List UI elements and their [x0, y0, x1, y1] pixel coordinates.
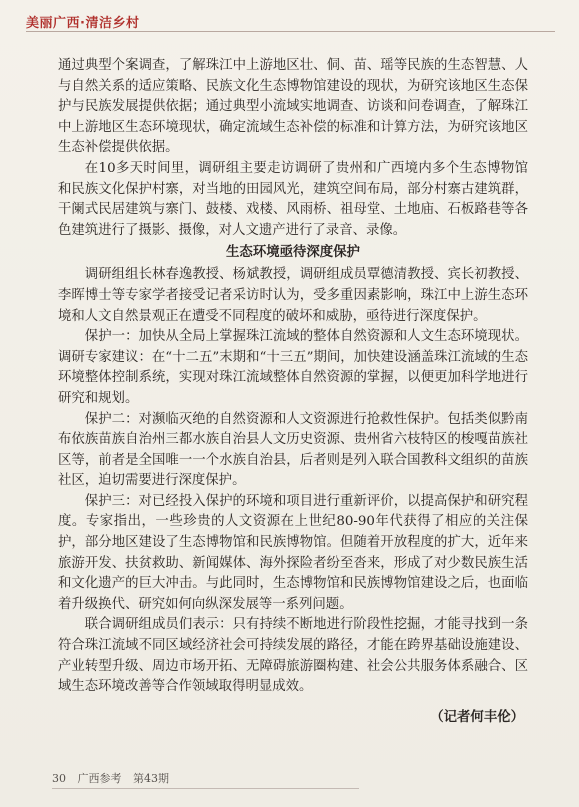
article-body [58, 56, 528, 728]
issue-number: 第43期 [133, 772, 169, 785]
journal-name: 广西参考 [77, 772, 122, 785]
article-paragraph: 在10多天时间里，调研组主要走访调研了贵州和广西境内多个生态博物馆和民族文化保护村寨，对当地的田园风光，建筑空间布局，部分村寨古建筑群，干阑式民居建筑与寨门、鼓楼、戏楼、风雨桥、祖母堂、土地庙、石板路巷等各色建筑进行了摄影、摄像，对人文遗产进行了录音、录像。 [58, 160, 528, 238]
article-paragraph: 通过典型个案调查，了解珠江中上游地区壮、侗、苗、瑶等民族的生态智慧、人与自然关系的适应策略、民族文化生态博物馆建设的现状，为研究该地区生态保护与民族发展提供依据；通过典型小流域实地调查、访谈和问卷调查，了解珠江中上游地区生态环境现状，确定流域生态补偿的标准和计算方法，为研究该地区生态补偿提供依据。 [58, 58, 528, 156]
reporter-signoff: （记者何丰伦） [430, 709, 524, 725]
article-subheading: 生态环境亟待深度保护 [226, 245, 360, 261]
article-paragraph: 保护二：对濒临灭绝的自然资源和人文资源进行抢救性保护。包括类似黔南布依族苗族自治州三都水族自治县人文历史资源、贵州省六枝特区的梭嘎苗族社区等，前者是全国唯一一个水族自治县，后者则是列入联合国教科文组织的苗族社区，迫切需要进行深度保护。 [58, 411, 528, 489]
footer-divider [52, 788, 359, 789]
article-paragraph: 保护一：加快从全局上掌握珠江流域的整体自然资源和人文生态环境现状。调研专家建议：在“十二五”末期和“十三五”期间，加快建设涵盖珠江流域的生态环境整体控制系统，实现对珠江流域整体自然资源的掌握，以便更加科学地进行研究和规划。 [58, 329, 528, 406]
article-paragraph: 调研组组长林春逸教授、杨斌教授，调研组成员覃德清教授、宾长初教授、李晖博士等专家学者接受记者采访时认为，受多重因素影响，珠江中上游生态环境和人文自然景观正在遭受不同程度的破坏和威胁，亟待进行深度保护。 [58, 267, 528, 324]
article-paragraph: 联合调研组成员们表示：只有持续不断地进行阶段性挖掘，才能寻找到一条符合珠江流域不同区域经济社会可持续发展的路径，才能在跨界基础设施建设、产业转型升级、周边市场开拓、无障碍旅游圈构建、社会公共服务体系融合、区域生态环境改善等合作领域取得明显成效。 [58, 617, 528, 695]
article-paragraph: 保护三：对已经投入保护的环境和项目进行重新评价，以提高保护和研究程度。专家指出，一些珍贵的人文资源在上世纪80-90年代获得了相应的关注保护，部分地区建设了生态博物馆和民族博物馆。但随着开放程度的扩大，近年来旅游开发、扶贫救助、新闻媒体、海外探险者纷至沓来，形成了对少数民族生活和文化遗产的巨大冲击。与此同时，生态博物馆和民族博物馆建设之后，也面临着升级换代、研究如何向纵深发展等一系列问题。 [58, 493, 528, 612]
page-footer [52, 770, 169, 786]
header-divider [26, 31, 555, 32]
page-number: 30 [52, 772, 66, 785]
section-header: 美丽广西·清洁乡村 [26, 16, 140, 31]
